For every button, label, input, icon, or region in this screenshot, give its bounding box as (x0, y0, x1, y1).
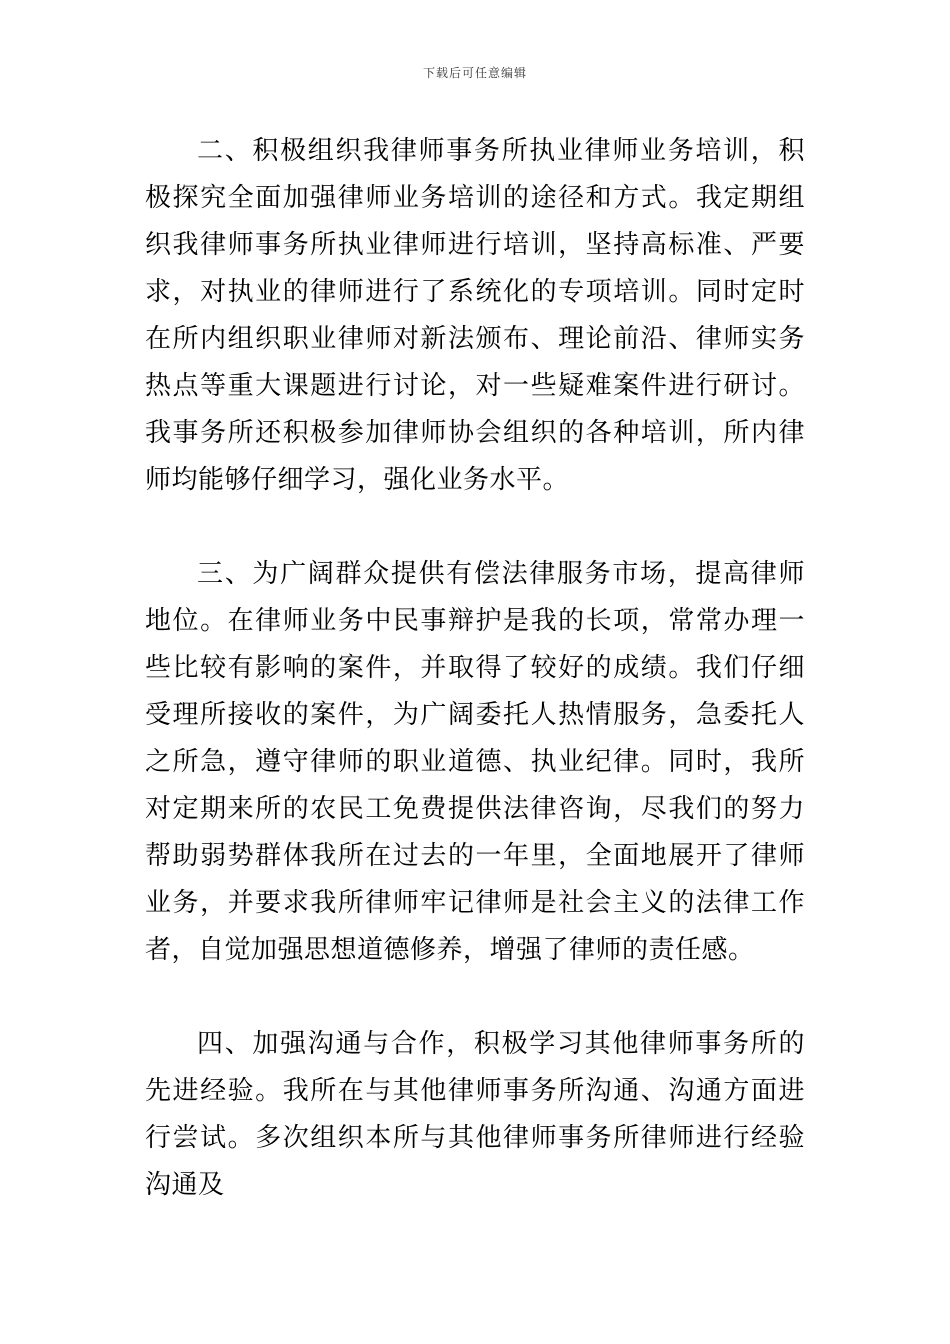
page-header: 下载后可任意编辑 (422, 66, 527, 80)
paragraph-communication: 四、加强沟通与合作，积极学习其他律师事务所的先进经验。我所在与其他律师事务所沟通、沟通方面进行尝试。多次组织本所与其他律师事务所律师进行经验沟通及 (145, 1029, 805, 1200)
document-body (145, 128, 805, 1209)
paragraph-legal-services: 三、为广阔群众提供有偿法律服务市场，提高律师地位。在律师业务中民事辩护是我的长项，常常办理一些比较有影响的案件，并取得了较好的成绩。我们仔细受理所接收的案件，为广阔委托人热情服务，急委托人之所急，遵守律师的职业道德、执业纪律。同时，我所对定期来所的农民工免费提供法律咨询，尽我们的努力帮助弱势群体我所在过去的一年里，全面地展开了律师业务，并要求我所律师牢记律师是社会主义的法律工作者，自觉加强思想道德修养，增强了律师的责任感。 (145, 559, 805, 965)
paragraph-training: 二、积极组织我律师事务所执业律师业务培训，积极探究全面加强律师业务培训的途径和方式。我定期组织我律师事务所执业律师进行培训，坚持高标准、严要求，对执业的律师进行了系统化的专项培训。同时定时在所内组织职业律师对新法颁布、理论前沿、律师实务热点等重大课题进行讨论，对一些疑难案件进行研讨。我事务所还积极参加律师协会组织的各种培训，所内律师均能够仔细学习，强化业务水平。 (145, 136, 805, 495)
